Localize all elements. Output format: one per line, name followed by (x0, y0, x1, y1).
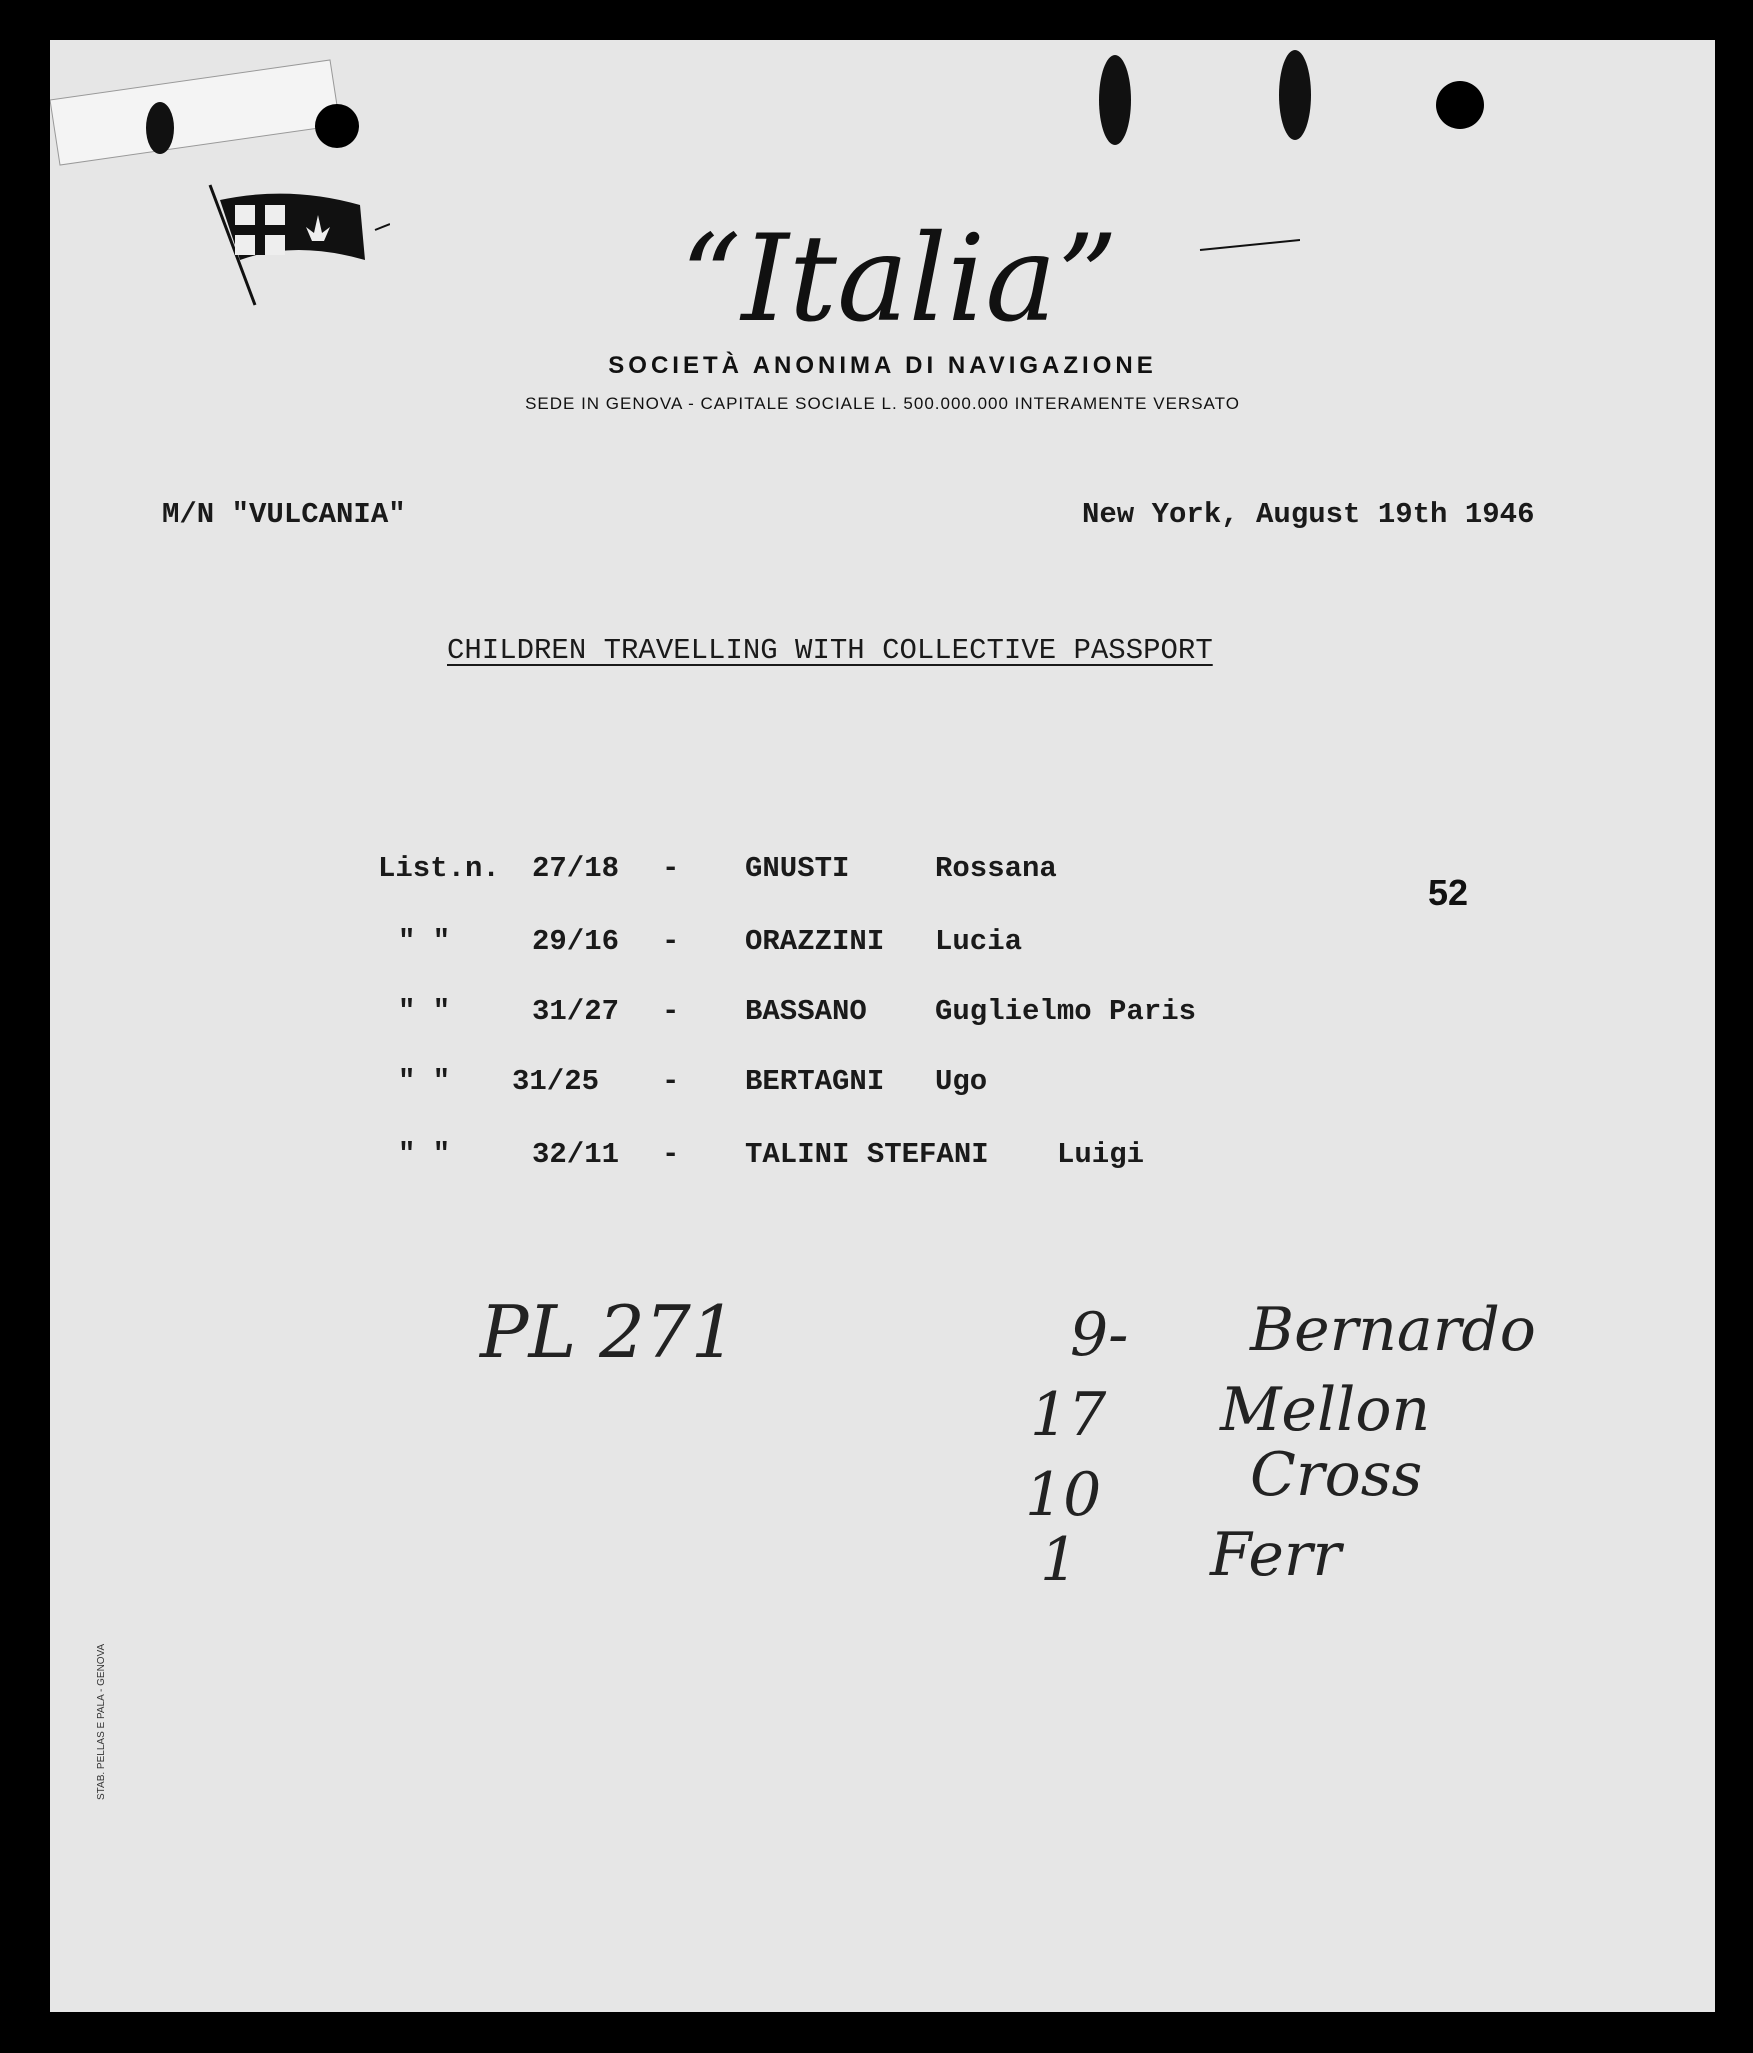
company-logo (680, 190, 1300, 360)
tally-count: 10 (1025, 1460, 1102, 1530)
document-title: CHILDREN TRAVELLING WITH COLLECTIVE PASSPORT (447, 634, 1213, 667)
row-prefix: " " (398, 925, 451, 958)
row-surname: TALINI STEFANI (745, 1138, 989, 1171)
row-number: 31/25 (512, 1065, 600, 1098)
row-given: Lucia (935, 925, 1023, 958)
ship-name: M/N "VULCANIA" (162, 498, 406, 531)
stamp-number: 52 (1428, 872, 1469, 913)
flag-icon (200, 180, 390, 310)
row-number: 27/18 (532, 852, 620, 885)
document-sheet (50, 40, 1715, 2012)
row-dash: - (662, 1138, 680, 1171)
tally-name: Cross (1250, 1440, 1423, 1510)
row-number: 29/16 (532, 925, 620, 958)
row-number: 31/27 (532, 995, 620, 1028)
row-surname: GNUSTI (745, 852, 850, 885)
tally-count: 1 (1040, 1525, 1079, 1595)
tally-count: 17 (1030, 1380, 1107, 1450)
place-date: New York, August 19th 1946 (1082, 498, 1535, 531)
row-surname: ORAZZINI (745, 925, 885, 958)
row-surname: BASSANO (745, 995, 867, 1028)
handwritten-pl-note: PL 271 (480, 1290, 737, 1374)
row-given: Guglielmo Paris (935, 995, 1197, 1028)
row-given: Luigi (1057, 1138, 1145, 1171)
printer-imprint: STAB. PELLAS E PALA - GENOVA (96, 1643, 107, 1800)
row-given: Rossana (935, 852, 1057, 885)
row-prefix: " " (398, 995, 451, 1028)
row-given: Ugo (935, 1065, 988, 1098)
tally-name: Ferr (1210, 1520, 1342, 1590)
row-surname: BERTAGNI (745, 1065, 885, 1098)
row-dash: - (662, 852, 680, 885)
tally-name: Bernardo (1250, 1295, 1536, 1365)
svg-text:“Italia”: “Italia” (680, 210, 1119, 349)
company-details: SEDE IN GENOVA - CAPITALE SOCIALE L. 500.000.000 INTERAMENTE VERSATO (525, 394, 1240, 413)
row-prefix: " " (398, 1138, 451, 1171)
row-prefix: " " (398, 1065, 451, 1098)
company-name: SOCIETÀ ANONIMA DI NAVIGAZIONE (608, 352, 1157, 379)
row-dash: - (662, 925, 680, 958)
tally-name: Mellon (1220, 1375, 1431, 1445)
row-dash: - (662, 995, 680, 1028)
tally-count: 9- (1070, 1300, 1129, 1370)
row-number: 32/11 (532, 1138, 620, 1171)
row-dash: - (662, 1065, 680, 1098)
row-prefix: List.n. (378, 852, 500, 885)
